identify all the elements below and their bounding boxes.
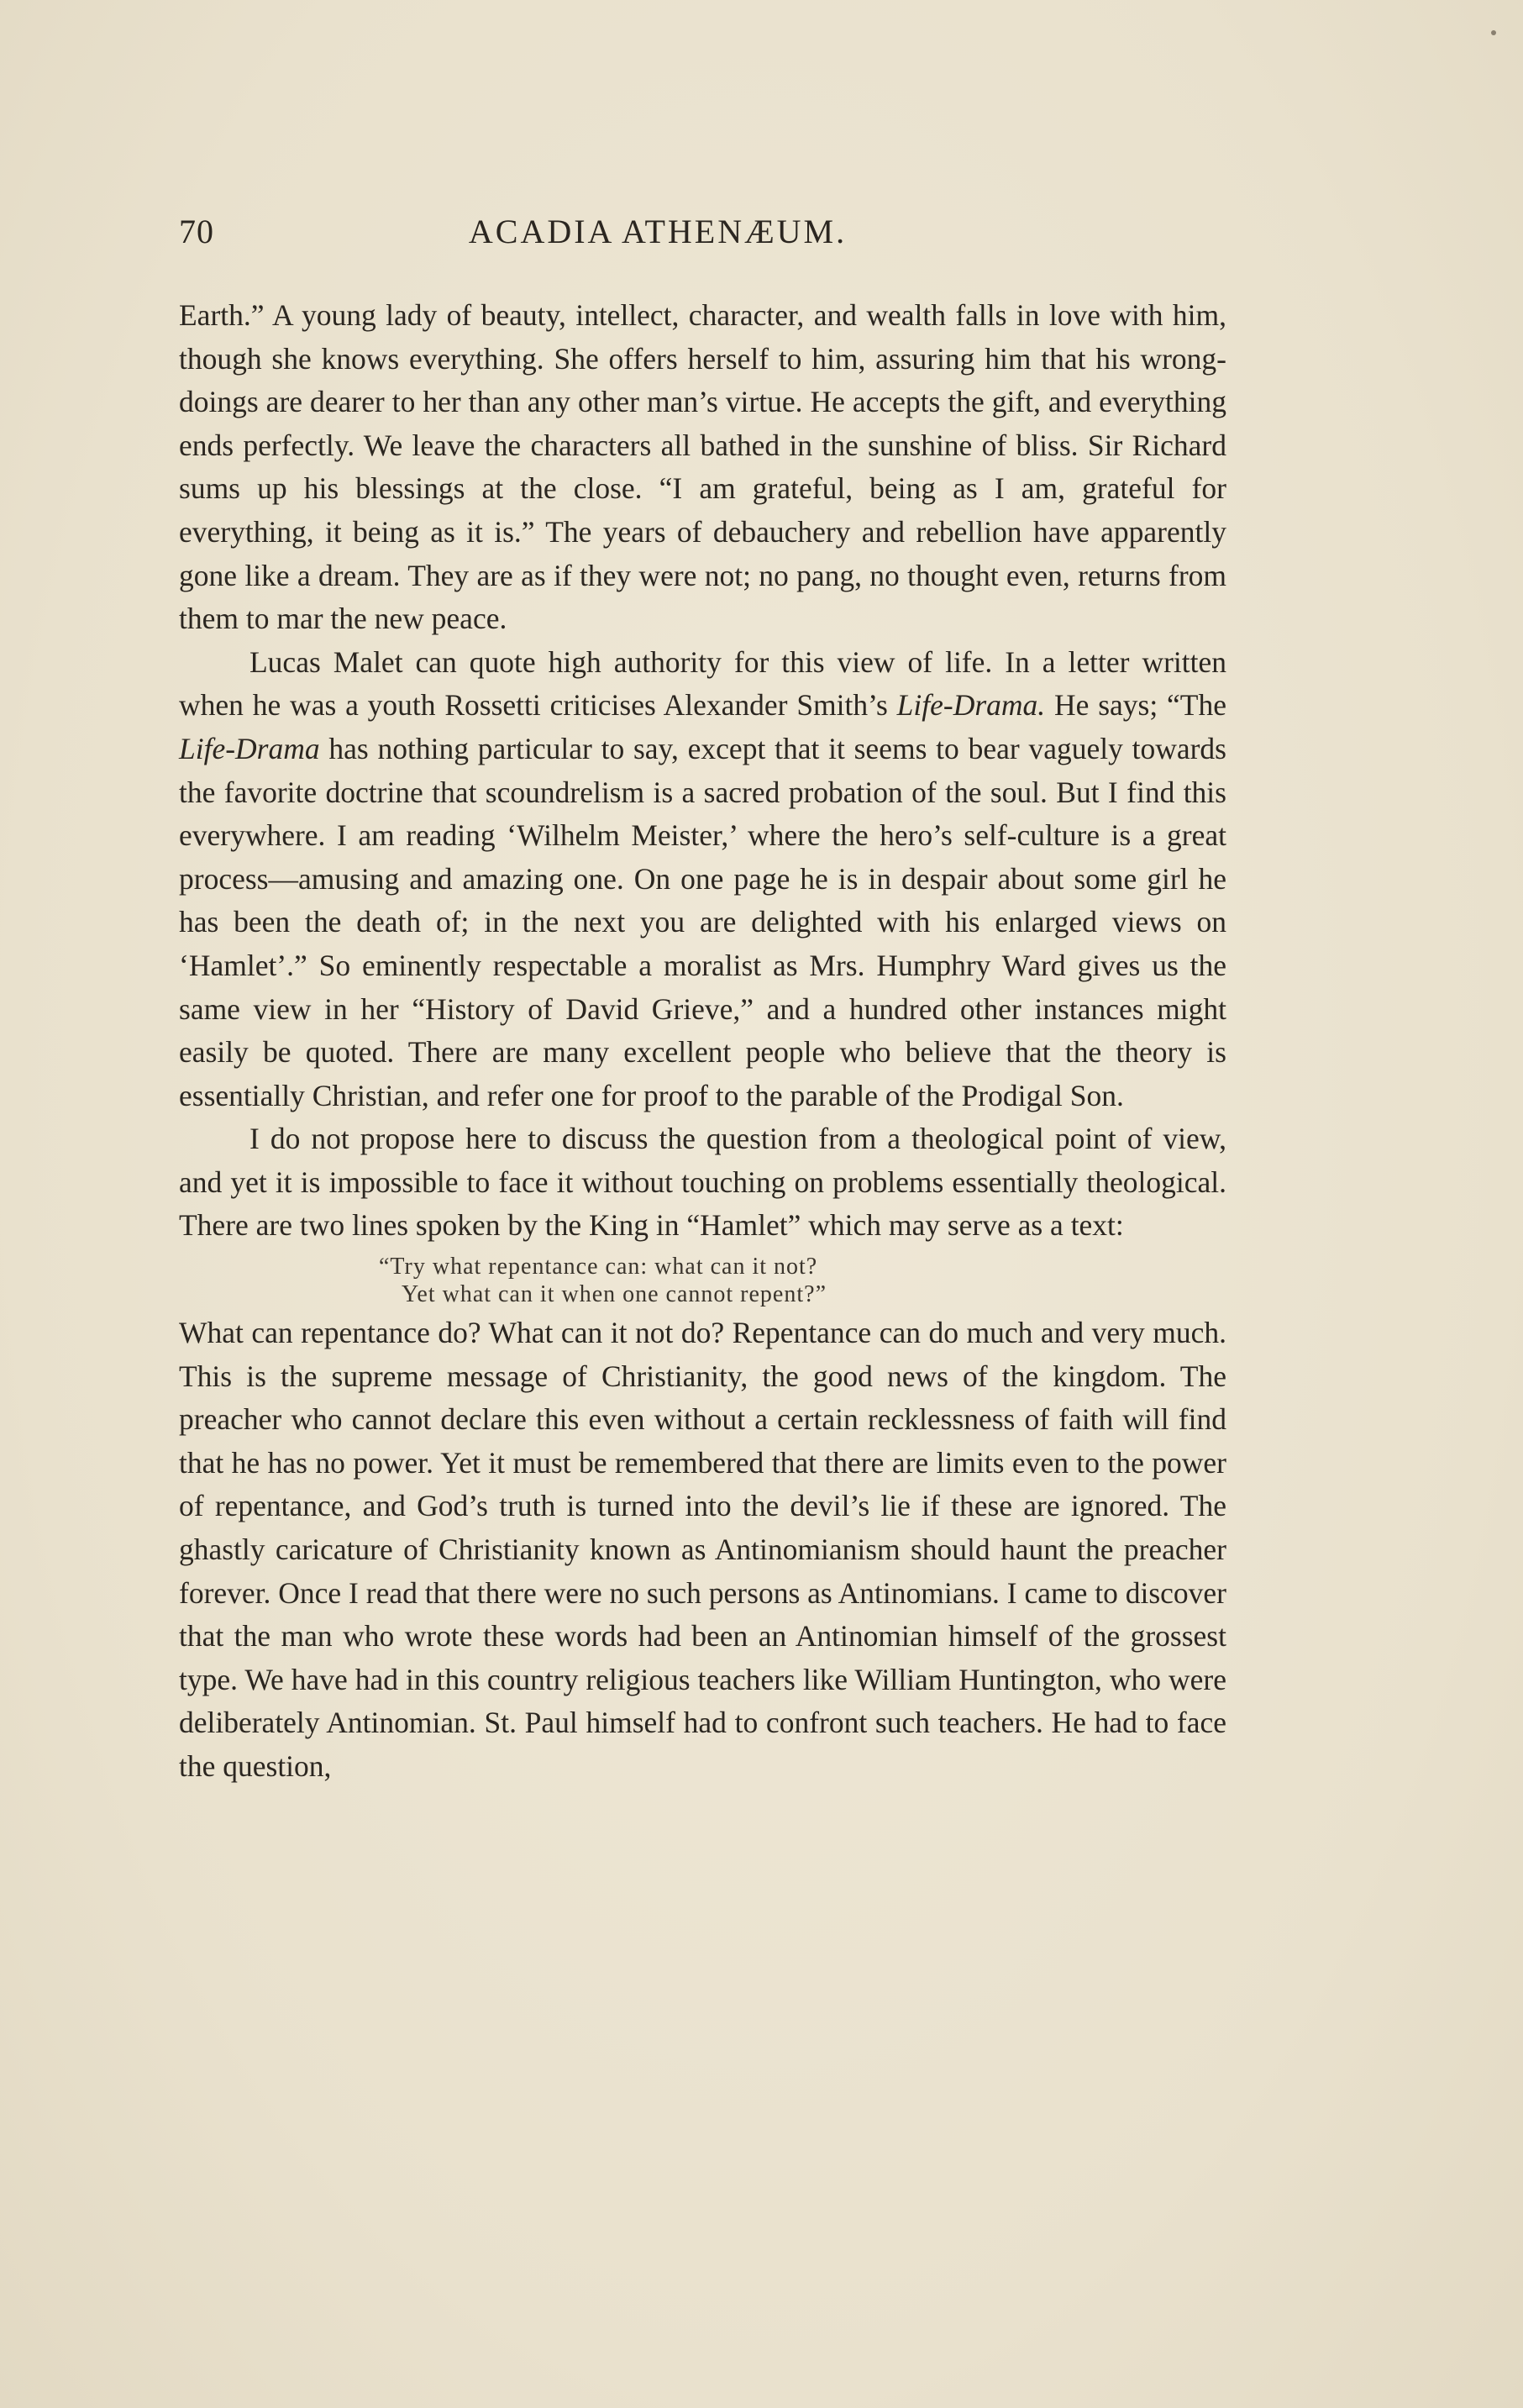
block-quote xyxy=(179,1253,1226,1308)
paragraph-2-part-c: has nothing particular to say, except that it seems to bear vaguely towards the favorite doctrine that scoundrelism is a sacred probation of the soul. But I find this everywhere. I am reading ‘Wilhelm Meister,’ where the hero’s self-culture is a great process—amusing and amazing one. On one page he is in despair about some girl he has been the death of; in the next you are delighted with his enlarged views on ‘Hamlet’.” So eminently respectable a moralist as Mrs. Humphry Ward gives us the same view in her “History of David Grieve,” and a hundred other instances might easily be quoted. There are many excellent people who believe that the theory is essentially Christian, and refer one for proof to the parable of the Prodigal Son. xyxy=(179,731,1226,1112)
paragraph-1: Earth.” A young lady of beauty, intellect, character, and wealth falls in love with him, though she knows everything. She offers herself to him, assuring him that his wrong-doings are dearer to her than any other man’s virtue. He accepts the gift, and everything ends perfectly. We leave the characters all bathed in the sunshine of bliss. Sir Richard sums up his blessings at the close. “I am grateful, being as I am, grateful for everything, it being as it is.” The years of debauchery and rebellion have apparently gone like a dream. They are as if they were not; no pang, no thought even, returns from them to mar the new peace. xyxy=(179,298,1226,636)
margin-speck xyxy=(1491,30,1496,35)
paragraph-4: What can repentance do? What can it not do? Repentance can do much and very much. This is the supreme message of Christianity, the good news of the kingdom. The preacher who cannot declare this even without a certain recklessness of faith will find that he has no power. Yet it must be remembered that there are limits even to the power of repentance, and God’s truth is turned into the devil’s lie if these are ignored. The ghastly caricature of Christianity known as Antinomianism should haunt the preacher forever. Once I read that there were no such persons as Antinomians. I came to discover that the man who wrote these words had been an Antinomian himself of the grossest type. We have had in this country religious teachers like William Huntington, who were deliberately Antinomian. St. Paul himself had to confront such teachers. He had to face the question, xyxy=(179,1316,1226,1783)
italic-title-2: Life-Drama xyxy=(179,731,320,765)
page-header xyxy=(179,212,1237,254)
paragraph-2 xyxy=(179,641,1226,1118)
italic-title-1: Life-Drama. xyxy=(896,688,1046,723)
paragraph-2-part-b: He says; “The xyxy=(1045,688,1226,723)
running-head: ACADIA ATHENÆUM. xyxy=(468,213,848,250)
paragraph-3: I do not propose here to discuss the question from a theological point of view, and yet it is impossible to face it without touching on problems essentially theological. There are two lines spoken by the King in “Hamlet” which may serve as a text: xyxy=(179,1122,1226,1243)
page-number: 70 xyxy=(179,213,214,250)
quote-line-2: Yet what can it when one cannot repent?” xyxy=(402,1281,827,1308)
paragraph-2-part-a: Lucas Malet can quote high authority for this view of life. In a letter written when he was a youth Rossetti criticises Alexander Smith’s xyxy=(179,644,1226,723)
quote-line-1: “Try what repentance can: what can it not? xyxy=(379,1254,818,1280)
article-body xyxy=(179,294,1226,1789)
